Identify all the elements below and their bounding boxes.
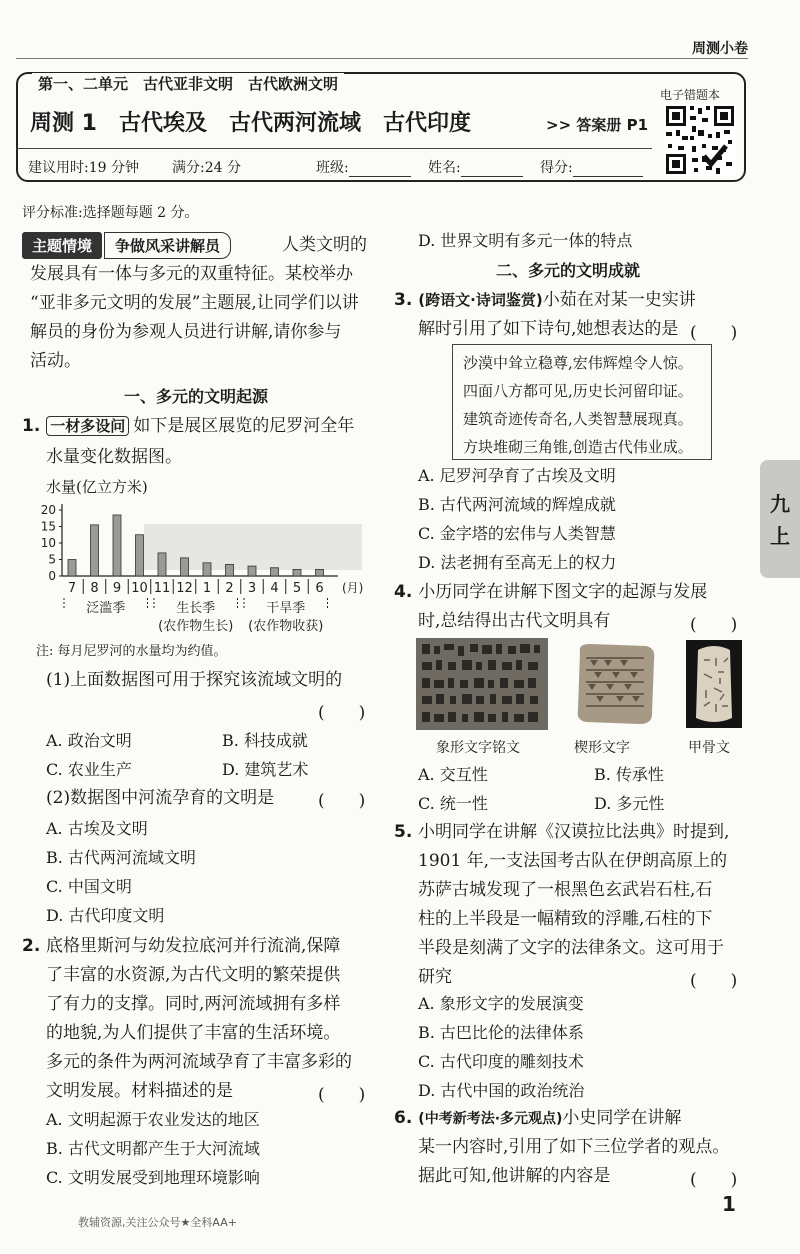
q1-tag: 一材多设问 xyxy=(46,416,129,436)
points-label: 得分: xyxy=(540,160,573,176)
q3-option[interactable]: D. 法老拥有至高无上的权力 xyxy=(418,553,617,572)
name-label: 姓名: xyxy=(428,160,461,176)
q2-option[interactable]: B. 古代文明都产生于大河流域 xyxy=(46,1139,260,1158)
y-tick-label: 0 xyxy=(48,569,56,583)
y-tick-label: 5 xyxy=(48,552,56,567)
x-tick-label: 8 xyxy=(90,581,99,596)
q6-line1: 小史同学在讲解 xyxy=(562,1108,682,1128)
theme-tag: 主题情境 xyxy=(22,232,102,259)
qr-label: 电子错题本 xyxy=(660,88,721,102)
caption-hieroglyph: 象形文字铭文 xyxy=(436,740,520,756)
q1-stem xyxy=(22,412,354,441)
class-label: 班级: xyxy=(316,160,349,176)
points-field xyxy=(540,157,643,177)
intro-line: 解员的身份为参观人员进行讲解,请你参与 xyxy=(30,322,342,342)
q1-text-line1: 如下是展区展览的尼罗河全年 xyxy=(133,416,355,436)
x-tick-label: 6 xyxy=(315,581,324,596)
q6-number: 6. xyxy=(394,1108,413,1128)
y-tick-label: 10 xyxy=(40,536,56,550)
intro-line: “亚非多元文明的发展”主题展,让同学们以讲 xyxy=(30,293,359,313)
q5-line: 1901 年,一支法国考古队在伊朗高原上的 xyxy=(418,851,728,871)
chart-bar xyxy=(68,560,76,577)
q5-option[interactable]: C. 古代印度的雕刻技术 xyxy=(418,1052,584,1071)
q1-sub2-option[interactable]: A. 古埃及文明 xyxy=(46,819,148,838)
chart-bar xyxy=(271,568,279,576)
q5-line: 小明同学在讲解《汉谟拉比法典》时提到, xyxy=(418,822,730,842)
test-title: 周测 1 古代埃及 古代两河流域 古代印度 xyxy=(30,111,471,136)
q2-paren[interactable]: ( ) xyxy=(318,1085,366,1105)
caption-cuneiform: 楔形文字 xyxy=(574,740,630,756)
points-blank[interactable] xyxy=(573,163,643,177)
q1-sub1: (1)上面数据图可用于探究该流域文明的 xyxy=(46,670,343,690)
footer-text: 教辅资源,关注公众号★全科AA+ xyxy=(78,1216,237,1229)
q1-text-line2: 水量变化数据图。 xyxy=(46,447,182,467)
q1-sub1-option-a[interactable]: A. 政治文明 xyxy=(46,731,132,750)
q4-line1: 小历同学在讲解下图文字的起源与发展 xyxy=(418,582,708,602)
season-label: 泛滥季 xyxy=(86,601,126,616)
q2-option[interactable]: C. 文明发展受到地理环境影响 xyxy=(46,1168,260,1187)
q4-number: 4. xyxy=(394,582,413,602)
theme-intro xyxy=(30,260,382,376)
x-tick-label: 4 xyxy=(270,581,279,596)
q5-option[interactable]: B. 古巴比伦的法律体系 xyxy=(418,1023,584,1042)
q3-paren[interactable]: ( ) xyxy=(690,323,738,343)
q1-note: 注: 每月尼罗河的水量均为约值。 xyxy=(36,644,227,659)
q5-line: 半段是刻满了文字的法律条文。这可用于 xyxy=(418,938,724,958)
chart-ylabel: 水量(亿立方米) xyxy=(46,478,148,496)
meta-score: 满分:24 分 xyxy=(172,160,241,176)
side-tab-char: 上 xyxy=(770,524,790,548)
x-tick-label: 3 xyxy=(247,581,257,596)
q3-option[interactable]: A. 尼罗河孕育了古埃及文明 xyxy=(418,466,616,485)
x-tick-label: 1 xyxy=(202,581,212,596)
q2-line: 了有力的支撑。同时,两河流域拥有多样 xyxy=(46,994,341,1014)
q5-option[interactable]: D. 古代中国的政治统治 xyxy=(418,1081,585,1100)
q1-sub2-paren[interactable]: ( ) xyxy=(318,791,366,811)
q2-line: 文明发展。材料描述的是 xyxy=(46,1081,233,1101)
q2-line: 了丰富的水资源,为古代文明的繁荣提供 xyxy=(46,965,341,985)
q2-line: 多元的条件为两河流域孕育了丰富多彩的 xyxy=(46,1052,352,1072)
x-tick-label: 11 xyxy=(153,581,171,596)
q2-line: 的地貌,为人们提供了丰富的生活环境。 xyxy=(46,1023,341,1043)
meta-time: 建议用时:19 分钟 xyxy=(28,160,139,176)
q6-paren[interactable]: ( ) xyxy=(690,1170,738,1190)
chart-bar xyxy=(316,569,324,576)
q5-line: 研究 xyxy=(418,967,452,987)
q1-sub1-option-b[interactable]: B. 科技成就 xyxy=(222,731,308,750)
corner-rule xyxy=(16,58,748,59)
q3-option[interactable]: B. 古代两河流域的辉煌成就 xyxy=(418,495,616,514)
x-tick-label: 2 xyxy=(225,581,234,596)
q6-line2: 某一内容时,引用了如下三位学者的观点。 xyxy=(418,1137,730,1157)
q1-sub1-option-d[interactable]: D. 建筑艺术 xyxy=(222,760,309,779)
class-field xyxy=(316,157,411,177)
theme-tag-row xyxy=(22,232,231,259)
x-axis-unit: (月) xyxy=(342,581,364,595)
poem-line: 方块堆砌三角锥,创造古代伟业成。 xyxy=(463,438,693,456)
q4-paren[interactable]: ( ) xyxy=(690,615,738,635)
class-blank[interactable] xyxy=(349,163,411,177)
chart-bar xyxy=(91,525,99,576)
q2-line: 底格里斯河与幼发拉底河并行流淌,保障 xyxy=(46,936,341,956)
q3-number: 3. xyxy=(394,290,413,310)
unit-title: 第一、二单元 古代亚非文明 古代欧洲文明 xyxy=(32,73,344,94)
page-number: 1 xyxy=(722,1192,736,1216)
header-divider xyxy=(16,148,652,149)
q3-stem xyxy=(394,286,696,315)
answer-ref: >> 答案册 P1 xyxy=(546,116,649,134)
chart-bar xyxy=(293,569,301,576)
q4-option-a[interactable]: A. 交互性 xyxy=(418,765,488,784)
name-field xyxy=(428,157,523,177)
q1-sub2: (2)数据图中河流孕育的文明是 xyxy=(46,788,275,808)
q1-sub1-option-c[interactable]: C. 农业生产 xyxy=(46,760,132,779)
chart-bar xyxy=(158,553,166,576)
hieroglyph-inscription-image xyxy=(416,638,548,730)
q1-sub2-option[interactable]: B. 古代两河流域文明 xyxy=(46,848,196,867)
season-sublabel: (农作物生长) xyxy=(158,619,234,634)
poem-line: 沙漠中耸立稳尊,宏伟辉煌令人惊。 xyxy=(463,354,693,372)
chart-bar xyxy=(181,558,189,576)
q4-stem xyxy=(394,578,707,607)
x-tick-label: 10 xyxy=(131,581,148,596)
poem-line: 建筑奇迹传奇名,人类智慧展现真。 xyxy=(463,410,693,428)
y-tick-label: 15 xyxy=(40,519,56,534)
x-tick-label: 5 xyxy=(292,581,302,596)
q6-line3: 据此可知,他讲解的内容是 xyxy=(418,1166,611,1186)
grade-side-tab xyxy=(760,460,800,578)
q5-line: 柱的上半段是一幅精致的浮雕,石柱的下 xyxy=(418,909,713,929)
x-tick-label: 7 xyxy=(67,581,77,596)
q2-option[interactable]: A. 文明起源于农业发达的地区 xyxy=(46,1110,260,1129)
q1-number: 1. xyxy=(22,416,41,436)
q3-poem-box xyxy=(452,344,712,460)
chart-bar xyxy=(203,563,211,576)
chart-bar xyxy=(113,515,121,576)
q6-stem xyxy=(394,1104,681,1134)
intro-line: 活动。 xyxy=(30,351,81,371)
q5-line: 苏萨古城发现了一根黑色玄武岩石柱,石 xyxy=(418,880,713,900)
chart-bar xyxy=(248,566,256,576)
q5-option[interactable]: A. 象形文字的发展演变 xyxy=(418,994,584,1013)
q4-line2: 时,总结得出古代文明具有 xyxy=(418,611,611,631)
oracle-bone-image xyxy=(686,640,742,728)
q1-sub2-option[interactable]: C. 中国文明 xyxy=(46,877,132,896)
chart-bar xyxy=(136,535,144,576)
q6-tag: (中考新考法·多元观点) xyxy=(418,1111,563,1127)
x-tick-label: 12 xyxy=(176,581,193,596)
q3-tag: (跨语文·诗词鉴赏) xyxy=(418,291,543,309)
q5-number: 5. xyxy=(394,822,413,842)
season-label: 生长季 xyxy=(176,601,216,616)
intro-line: 发展具有一体与多元的双重特征。某校举办 xyxy=(30,264,353,284)
season-label: 干旱季 xyxy=(266,601,306,616)
theme-intro-line1: 人类文明的 xyxy=(282,235,367,255)
qr-code-icon[interactable] xyxy=(664,104,736,176)
cuneiform-tablet-image xyxy=(570,640,660,728)
chart-bar xyxy=(226,564,234,576)
q2-option-d[interactable]: D. 世界文明有多元一体的特点 xyxy=(418,231,633,250)
section-2-heading: 二、多元的文明成就 xyxy=(496,261,641,280)
corner-label: 周测小卷 xyxy=(692,41,748,57)
nile-water-chart xyxy=(24,494,374,634)
x-tick-label: 9 xyxy=(112,581,122,596)
q4-option-d[interactable]: D. 多元性 xyxy=(594,794,665,813)
q1-sub2-option[interactable]: D. 古代印度文明 xyxy=(46,906,165,925)
q1-sub1-paren[interactable]: ( ) xyxy=(318,703,366,723)
name-blank[interactable] xyxy=(461,163,523,177)
poem-line: 四面八方都可见,历史长河留印证。 xyxy=(463,382,693,400)
theme-subtag: 争做风采讲解员 xyxy=(104,232,231,259)
q5-paren[interactable]: ( ) xyxy=(690,971,738,991)
chart-shade xyxy=(144,524,362,570)
q4-option-b[interactable]: B. 传承性 xyxy=(594,765,664,784)
season-sublabel: (农作物收获) xyxy=(248,619,324,634)
q3-line1: 小茹在对某一史实讲 xyxy=(542,290,696,310)
q3-line2: 解时引用了如下诗句,她想表达的是 xyxy=(418,319,679,339)
section-1-heading: 一、多元的文明起源 xyxy=(124,387,269,406)
side-tab-char: 九 xyxy=(770,492,790,516)
q2-number: 2. xyxy=(22,936,41,956)
y-tick-label: 20 xyxy=(40,503,56,517)
q4-option-c[interactable]: C. 统一性 xyxy=(418,794,488,813)
scoring-rule: 评分标准:选择题每题 2 分。 xyxy=(22,205,199,221)
q3-option[interactable]: C. 金字塔的宏伟与人类智慧 xyxy=(418,524,616,543)
caption-oracle-bone: 甲骨文 xyxy=(688,740,730,756)
